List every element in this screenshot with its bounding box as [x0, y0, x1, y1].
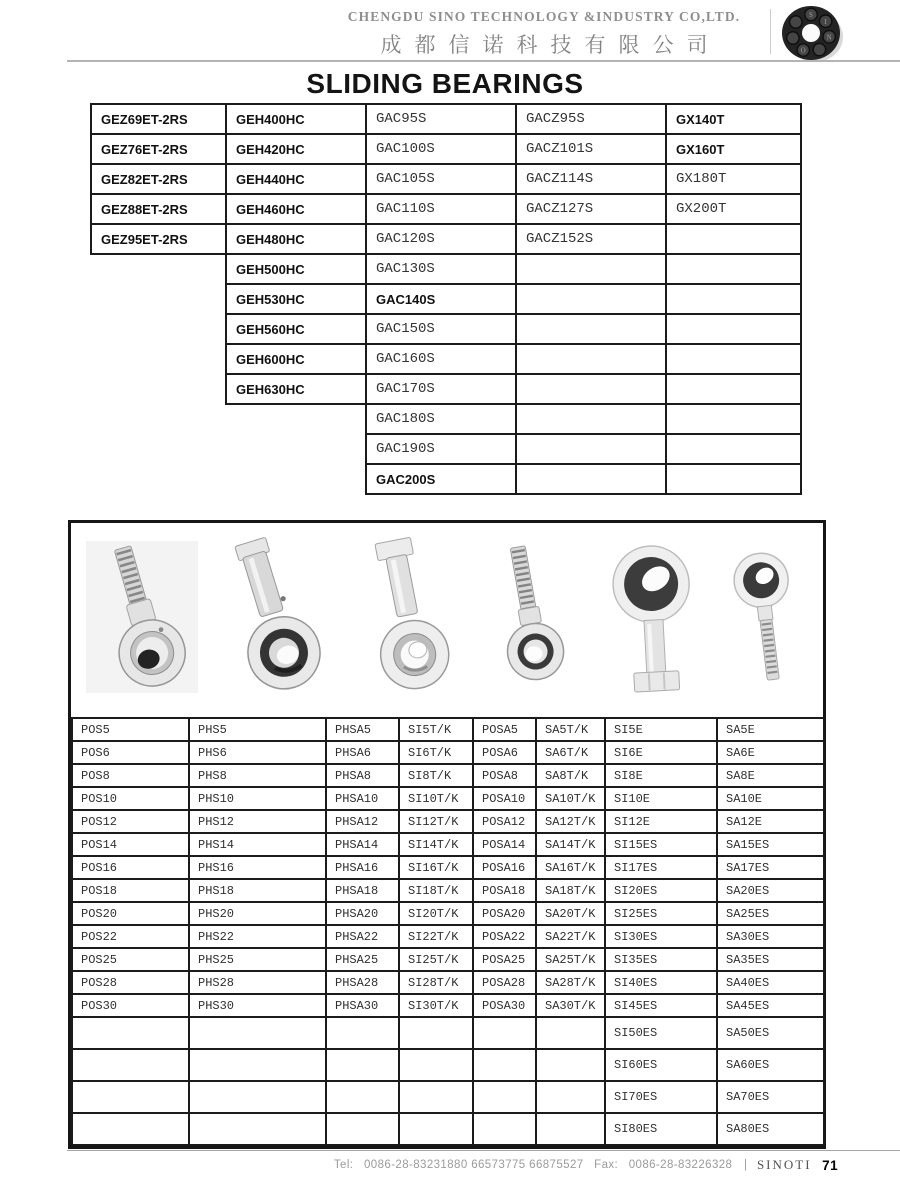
part-number-cell: PHSA10: [326, 787, 399, 810]
part-number-cell: SA6E: [717, 741, 824, 764]
fax-label: Fax:: [594, 1159, 619, 1171]
part-number-cell: SI40ES: [605, 971, 717, 994]
part-number-cell: SA14T/K: [536, 833, 605, 856]
brand-name: SINOTI: [756, 1157, 812, 1172]
part-number-cell: PHSA14: [326, 833, 399, 856]
product-photo-rod-end-eye-up-hex: [591, 534, 715, 706]
empty-cell: [516, 254, 666, 284]
part-number-cell: SI6E: [605, 741, 717, 764]
empty-cell: [72, 1113, 189, 1145]
part-number-cell: SA70ES: [717, 1081, 824, 1113]
part-number-cell: GEH630HC: [226, 374, 366, 404]
part-number-cell: PHSA22: [326, 925, 399, 948]
empty-cell: [666, 344, 801, 374]
part-number-cell: SA10E: [717, 787, 824, 810]
part-number-cell: SI50ES: [605, 1017, 717, 1049]
header-divider: [770, 9, 771, 54]
empty-cell: [536, 1017, 605, 1049]
empty-cell: [666, 254, 801, 284]
empty-cell: [72, 1049, 189, 1081]
part-number-cell: SI35ES: [605, 948, 717, 971]
part-number-cell: PHSA20: [326, 902, 399, 925]
part-number-cell: GAC95S: [366, 104, 516, 134]
part-number-cell: SI22T/K: [399, 925, 473, 948]
empty-cell: [536, 1049, 605, 1081]
tel-numbers: 0086-28-83231880 66573775 66875527: [364, 1159, 584, 1171]
part-number-cell: PHSA16: [326, 856, 399, 879]
product-photo-rod-end-male: [85, 535, 203, 705]
part-number-cell: SI28T/K: [399, 971, 473, 994]
part-number-cell: SA8E: [717, 764, 824, 787]
ball-bearing-logo-icon: [779, 5, 847, 65]
part-number-cell: GAC105S: [366, 164, 516, 194]
part-number-cell: GACZ114S: [516, 164, 666, 194]
part-number-cell: GX200T: [666, 194, 801, 224]
part-number-cell: GACZ127S: [516, 194, 666, 224]
ghost-cell: [91, 404, 226, 434]
part-number-cell: SA6T/K: [536, 741, 605, 764]
svg-text:S: S: [809, 11, 813, 19]
part-number-cell: POSA18: [473, 879, 536, 902]
part-number-cell: SI10T/K: [399, 787, 473, 810]
page-title: SLIDING BEARINGS: [306, 68, 584, 99]
empty-cell: [516, 314, 666, 344]
ghost-cell: [91, 254, 226, 284]
part-number-cell: GACZ152S: [516, 224, 666, 254]
part-number-cell: SI16T/K: [399, 856, 473, 879]
part-number-cell: SA22T/K: [536, 925, 605, 948]
part-number-cell: PHSA25: [326, 948, 399, 971]
empty-cell: [516, 284, 666, 314]
sliding-bearings-table-top: [90, 103, 802, 495]
part-number-cell: PHS22: [189, 925, 326, 948]
part-number-cell: POS14: [72, 833, 189, 856]
part-number-cell: POS16: [72, 856, 189, 879]
part-number-cell: POSA30: [473, 994, 536, 1017]
header-rule: [67, 60, 900, 62]
empty-cell: [473, 1017, 536, 1049]
ghost-cell: [91, 344, 226, 374]
part-number-cell: GX140T: [666, 104, 801, 134]
empty-cell: [666, 224, 801, 254]
empty-cell: [516, 344, 666, 374]
part-number-cell: POS22: [72, 925, 189, 948]
part-number-cell: GEZ88ET-2RS: [91, 194, 226, 224]
empty-cell: [473, 1049, 536, 1081]
part-number-cell: GEH440HC: [226, 164, 366, 194]
part-number-cell: SI12E: [605, 810, 717, 833]
empty-cell: [666, 404, 801, 434]
empty-cell: [536, 1081, 605, 1113]
empty-cell: [516, 434, 666, 464]
part-number-cell: SI18T/K: [399, 879, 473, 902]
empty-cell: [666, 284, 801, 314]
part-number-cell: SA45ES: [717, 994, 824, 1017]
part-number-cell: POS10: [72, 787, 189, 810]
part-number-cell: POSA14: [473, 833, 536, 856]
part-number-cell: SA28T/K: [536, 971, 605, 994]
part-number-cell: GEZ95ET-2RS: [91, 224, 226, 254]
part-number-cell: POS28: [72, 971, 189, 994]
part-number-cell: POS25: [72, 948, 189, 971]
product-photos-strip: [71, 523, 823, 717]
part-number-cell: PHSA28: [326, 971, 399, 994]
part-number-cell: GEH480HC: [226, 224, 366, 254]
part-number-cell: PHS6: [189, 741, 326, 764]
part-number-cell: POSA25: [473, 948, 536, 971]
empty-cell: [326, 1049, 399, 1081]
part-number-cell: GEH600HC: [226, 344, 366, 374]
part-number-cell: GACZ95S: [516, 104, 666, 134]
part-number-cell: SI45ES: [605, 994, 717, 1017]
empty-cell: [399, 1049, 473, 1081]
part-number-cell: GAC120S: [366, 224, 516, 254]
part-number-cell: PHSA12: [326, 810, 399, 833]
empty-cell: [666, 314, 801, 344]
part-number-cell: POSA8: [473, 764, 536, 787]
part-number-cell: GAC130S: [366, 254, 516, 284]
svg-text:O: O: [800, 46, 806, 55]
part-number-cell: POSA22: [473, 925, 536, 948]
footer-separator: |: [743, 1159, 748, 1171]
part-number-cell: GEH530HC: [226, 284, 366, 314]
ghost-cell: [91, 374, 226, 404]
ghost-cell: [91, 434, 226, 464]
part-number-cell: SI20ES: [605, 879, 717, 902]
part-number-cell: SI10E: [605, 787, 717, 810]
empty-cell: [516, 404, 666, 434]
part-number-cell: GX160T: [666, 134, 801, 164]
part-number-cell: SI17ES: [605, 856, 717, 879]
part-number-cell: SA10T/K: [536, 787, 605, 810]
empty-cell: [666, 374, 801, 404]
ghost-cell: [91, 464, 226, 494]
part-number-cell: POSA16: [473, 856, 536, 879]
part-number-cell: PHSA5: [326, 718, 399, 741]
part-number-cell: SA25T/K: [536, 948, 605, 971]
empty-cell: [666, 464, 801, 494]
part-number-cell: POS12: [72, 810, 189, 833]
part-number-cell: GEH560HC: [226, 314, 366, 344]
empty-cell: [326, 1081, 399, 1113]
part-number-cell: POSA12: [473, 810, 536, 833]
svg-text:N: N: [826, 33, 832, 42]
part-number-cell: SA30ES: [717, 925, 824, 948]
part-number-cell: SI60ES: [605, 1049, 717, 1081]
part-number-cell: SI12T/K: [399, 810, 473, 833]
rod-end-panel: [68, 520, 826, 1149]
part-number-cell: SA18T/K: [536, 879, 605, 902]
part-number-cell: POS30: [72, 994, 189, 1017]
rod-end-part-table: [71, 717, 825, 1146]
product-photo-rod-end-female: [211, 530, 339, 710]
fax-number: 0086-28-83226328: [628, 1159, 733, 1171]
part-number-cell: GEH420HC: [226, 134, 366, 164]
part-number-cell: SI80ES: [605, 1113, 717, 1145]
part-number-cell: SI20T/K: [399, 902, 473, 925]
part-number-cell: GAC140S: [366, 284, 516, 314]
part-number-cell: SA25ES: [717, 902, 824, 925]
ghost-cell: [226, 464, 366, 494]
part-number-cell: POSA6: [473, 741, 536, 764]
part-number-cell: PHS20: [189, 902, 326, 925]
part-number-cell: SA12E: [717, 810, 824, 833]
part-number-cell: GAC180S: [366, 404, 516, 434]
product-photo-rod-end-flat-head: [348, 533, 470, 707]
part-number-cell: GEH500HC: [226, 254, 366, 284]
product-photo-rod-end-eye-up-stud: [723, 544, 809, 696]
footer-rule: [67, 1150, 900, 1151]
part-number-cell: SA16T/K: [536, 856, 605, 879]
part-number-cell: GEZ76ET-2RS: [91, 134, 226, 164]
empty-cell: [189, 1081, 326, 1113]
part-number-cell: PHS12: [189, 810, 326, 833]
part-number-cell: SA20ES: [717, 879, 824, 902]
part-number-cell: SI14T/K: [399, 833, 473, 856]
part-number-cell: GAC110S: [366, 194, 516, 224]
empty-cell: [473, 1113, 536, 1145]
part-number-cell: POS6: [72, 741, 189, 764]
part-number-cell: GAC160S: [366, 344, 516, 374]
ghost-cell: [226, 404, 366, 434]
empty-cell: [189, 1113, 326, 1145]
part-number-cell: SI25ES: [605, 902, 717, 925]
part-number-cell: SA12T/K: [536, 810, 605, 833]
empty-cell: [399, 1081, 473, 1113]
empty-cell: [326, 1113, 399, 1145]
empty-cell: [72, 1017, 189, 1049]
part-number-cell: SA80ES: [717, 1113, 824, 1145]
part-number-cell: GEZ82ET-2RS: [91, 164, 226, 194]
part-number-cell: GACZ101S: [516, 134, 666, 164]
part-number-cell: PHSA18: [326, 879, 399, 902]
part-number-cell: POS5: [72, 718, 189, 741]
part-number-cell: SI70ES: [605, 1081, 717, 1113]
part-number-cell: POS18: [72, 879, 189, 902]
part-number-cell: SA5E: [717, 718, 824, 741]
empty-cell: [536, 1113, 605, 1145]
part-number-cell: SA20T/K: [536, 902, 605, 925]
empty-cell: [473, 1081, 536, 1113]
part-number-cell: POS8: [72, 764, 189, 787]
part-number-cell: SI5T/K: [399, 718, 473, 741]
part-number-cell: SA60ES: [717, 1049, 824, 1081]
part-number-cell: GAC100S: [366, 134, 516, 164]
part-number-cell: PHS14: [189, 833, 326, 856]
part-number-cell: PHS18: [189, 879, 326, 902]
part-number-cell: GEH400HC: [226, 104, 366, 134]
part-number-cell: PHS25: [189, 948, 326, 971]
part-number-cell: SA17ES: [717, 856, 824, 879]
part-number-cell: GAC200S: [366, 464, 516, 494]
part-number-cell: POS20: [72, 902, 189, 925]
company-name-en: CHENGDU SINO TECHNOLOGY &INDUSTRY CO,LTD.: [347, 9, 741, 24]
empty-cell: [189, 1049, 326, 1081]
part-number-cell: SI8T/K: [399, 764, 473, 787]
part-number-cell: POSA28: [473, 971, 536, 994]
ghost-cell: [91, 284, 226, 314]
part-number-cell: POSA10: [473, 787, 536, 810]
page-footer: [334, 1157, 838, 1173]
empty-cell: [666, 434, 801, 464]
part-number-cell: SA5T/K: [536, 718, 605, 741]
part-number-cell: POSA5: [473, 718, 536, 741]
part-number-cell: SA35ES: [717, 948, 824, 971]
empty-cell: [399, 1017, 473, 1049]
part-number-cell: PHSA8: [326, 764, 399, 787]
part-number-cell: SI15ES: [605, 833, 717, 856]
part-number-cell: SA50ES: [717, 1017, 824, 1049]
company-header: [318, 9, 770, 59]
part-number-cell: PHS10: [189, 787, 326, 810]
part-number-cell: POSA20: [473, 902, 536, 925]
part-number-cell: SI25T/K: [399, 948, 473, 971]
ghost-cell: [226, 434, 366, 464]
part-number-cell: GAC190S: [366, 434, 516, 464]
part-number-cell: GX180T: [666, 164, 801, 194]
svg-text:I: I: [824, 18, 827, 26]
part-number-cell: SI30ES: [605, 925, 717, 948]
product-photo-rod-end-male-small: [478, 538, 582, 702]
empty-cell: [72, 1081, 189, 1113]
part-number-cell: PHS30: [189, 994, 326, 1017]
empty-cell: [189, 1017, 326, 1049]
part-number-cell: PHS16: [189, 856, 326, 879]
part-number-cell: PHSA6: [326, 741, 399, 764]
part-number-cell: GEH460HC: [226, 194, 366, 224]
part-number-cell: SA40ES: [717, 971, 824, 994]
part-number-cell: GAC150S: [366, 314, 516, 344]
part-number-cell: SI6T/K: [399, 741, 473, 764]
part-number-cell: PHS28: [189, 971, 326, 994]
part-number-cell: SA8T/K: [536, 764, 605, 787]
part-number-cell: SI5E: [605, 718, 717, 741]
part-number-cell: PHS5: [189, 718, 326, 741]
part-number-cell: SA15ES: [717, 833, 824, 856]
empty-cell: [516, 374, 666, 404]
part-number-cell: SA30T/K: [536, 994, 605, 1017]
part-number-cell: PHS8: [189, 764, 326, 787]
part-number-cell: GAC170S: [366, 374, 516, 404]
page-number: 71: [822, 1157, 838, 1173]
empty-cell: [516, 464, 666, 494]
empty-cell: [326, 1017, 399, 1049]
part-number-cell: SI8E: [605, 764, 717, 787]
company-name-cn: 成都信诺科技有限公司: [380, 33, 721, 57]
part-number-cell: PHSA30: [326, 994, 399, 1017]
part-number-cell: GEZ69ET-2RS: [91, 104, 226, 134]
empty-cell: [399, 1113, 473, 1145]
ghost-cell: [91, 314, 226, 344]
tel-label: Tel:: [333, 1159, 354, 1171]
part-number-cell: SI30T/K: [399, 994, 473, 1017]
